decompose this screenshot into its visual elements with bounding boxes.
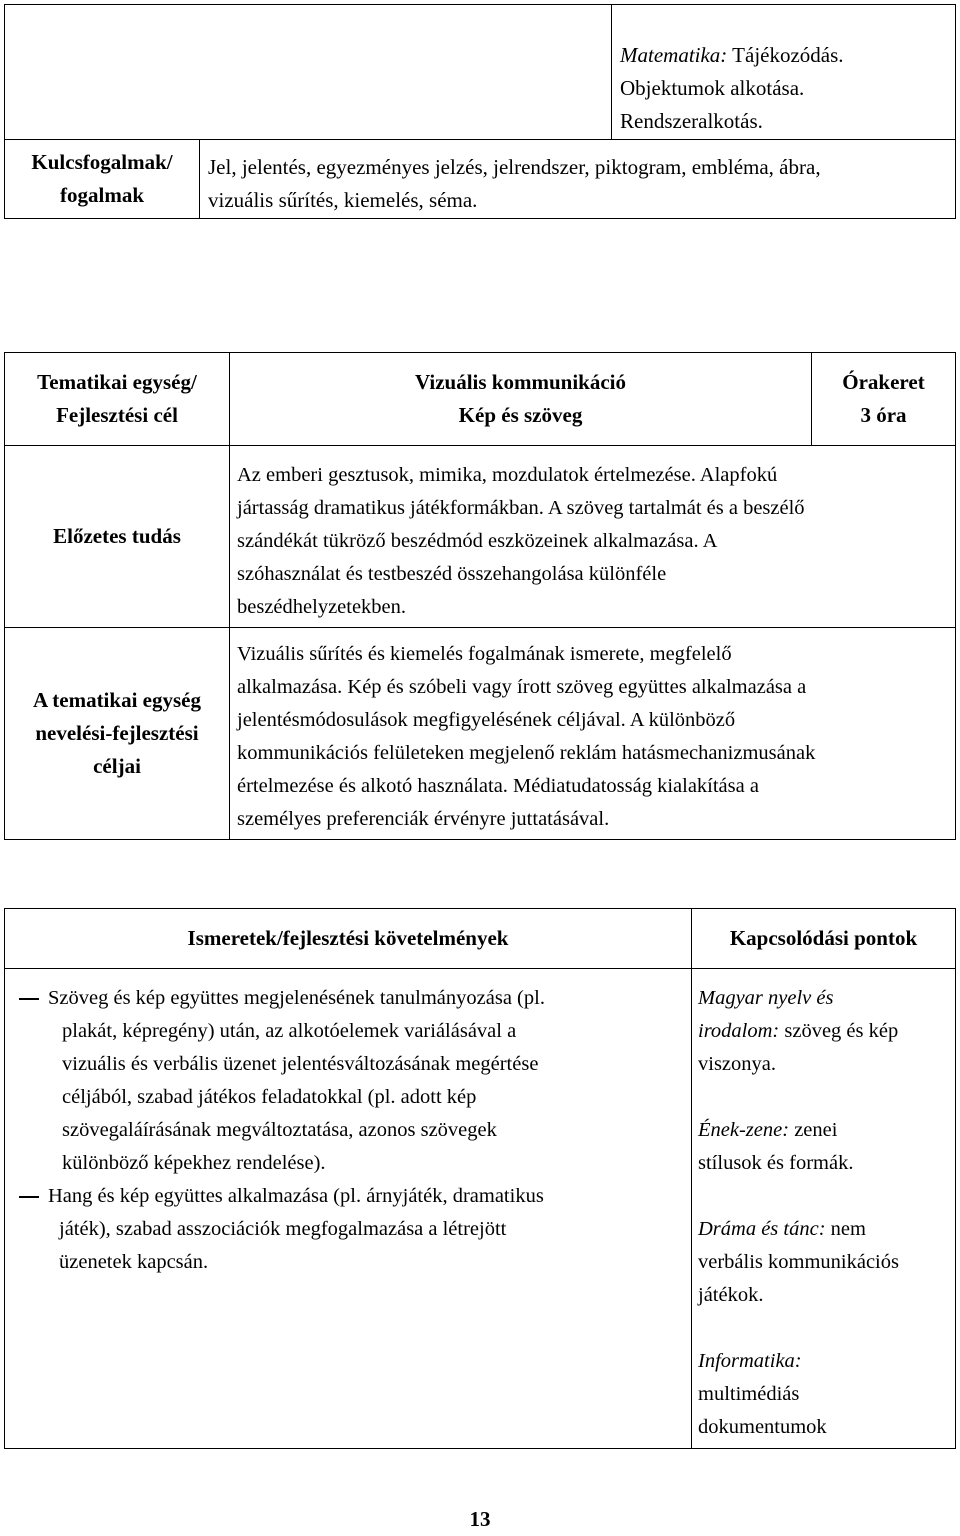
key-concepts-cell	[199, 139, 956, 219]
goals-label-line2: nevelési-fejlesztési	[35, 721, 199, 745]
connection-enek-subject: Ének-zene:	[698, 1119, 790, 1141]
connection-magyar-subject-line1: Magyar nyelv és	[698, 987, 834, 1009]
connection-magyar	[698, 982, 955, 1081]
connection-informatika	[698, 1345, 955, 1444]
unit-hours-cell	[811, 352, 956, 446]
unit-title-line1: Vizuális kommunikáció	[414, 370, 626, 394]
connection-drama-text-line2: verbális kommunikációs	[698, 1251, 899, 1273]
requirement-1-line-6: különböző képekhez rendelése).	[62, 1152, 326, 1174]
goals-label-line3: céljai	[93, 754, 141, 778]
key-concepts-line1: Jel, jelentés, egyezményes jelzés, jelrendszer, piktogram, embléma, ábra,	[208, 155, 821, 179]
key-concepts-label-cell	[4, 139, 200, 219]
requirement-2-line-1: Hang és kép együttes alkalmazása (pl. árnyjáték, dramatikus	[48, 1185, 544, 1207]
page-number: 13	[469, 1507, 491, 1531]
connections-text: Tájékozódás.	[727, 43, 844, 67]
key-concepts-line2: vizuális sűrítés, kiemelés, séma.	[208, 188, 478, 212]
goals-line-5: értelmezése és alkotó használata. Médiatudatosság kialakítása a	[237, 775, 759, 797]
goals-line-3: jelentésmódosulások megfigyelésének céljával. A különböző	[237, 709, 736, 731]
connection-drama-subject: Dráma és tánc:	[698, 1218, 826, 1240]
unit-hours-label: Órakeret	[842, 370, 925, 394]
requirement-1-line-4: céljából, szabad játékos feladatokkal (pl. adott kép	[62, 1086, 477, 1108]
requirement-1-line-1: Szöveg és kép együttes megjelenésének tanulmányozása (pl.	[48, 987, 545, 1009]
unit-title-line2: Kép és szöveg	[458, 403, 583, 427]
requirement-1-line-3: vizuális és verbális üzenet jelentésváltozásának megértése	[62, 1053, 539, 1075]
connection-informatika-text-line3: dokumentumok	[698, 1416, 827, 1438]
connection-informatika-text-line2: multimédiás	[698, 1383, 800, 1405]
key-concepts-label-line1: Kulcsfogalmak/	[31, 150, 173, 174]
prior-line-2: jártasság dramatikus játékformákban. A szöveg tartalmát és a beszélő	[237, 497, 805, 519]
prior-line-5: beszédhelyzetekben.	[237, 596, 407, 618]
prior-knowledge-label-cell	[4, 445, 230, 628]
connections-header-cell	[691, 908, 956, 969]
unit-title-cell	[229, 352, 812, 446]
prior-knowledge-label: Előzetes tudás	[53, 524, 181, 548]
connection-informatika-subject: Informatika:	[698, 1350, 802, 1372]
connection-enek-text-line2: stílusok és formák.	[698, 1152, 854, 1174]
connection-drama	[698, 1213, 955, 1312]
connections-line-2: Objektumok alkotása.	[620, 76, 805, 100]
goals-line-2: alkalmazása. Kép és szóbeli vagy írott szöveg együttes alkalmazása a	[237, 676, 807, 698]
connections-body-cell	[691, 968, 956, 1449]
dash-bullet-icon	[19, 998, 39, 1000]
dash-bullet-icon	[19, 1196, 39, 1198]
prior-line-1: Az emberi gesztusok, mimika, mozdulatok értelmezése. Alapfokú	[237, 464, 778, 486]
connection-enek-text-line1: zenei	[789, 1119, 838, 1141]
requirements-header: Ismeretek/fejlesztési követelmények	[187, 926, 509, 950]
unit-header-label-cell	[4, 352, 230, 446]
goals-line-6: személyes preferenciák érvényre juttatásával.	[237, 808, 610, 830]
requirements-header-cell	[4, 908, 692, 969]
goals-label-line1: A tematikai egység	[33, 688, 201, 712]
requirement-item	[5, 982, 691, 1180]
connection-magyar-text-line2: szöveg és kép	[779, 1020, 899, 1042]
goals-label-cell	[4, 627, 230, 840]
prior-line-3: szándékát tükröző beszédmód eszközeinek alkalmazása. A	[237, 530, 718, 552]
prior-line-4: szóhasználat és testbeszéd összehangolása különféle	[237, 563, 667, 585]
top-table-connections-cell	[611, 4, 956, 140]
requirement-item	[5, 1180, 691, 1279]
requirement-2-line-2: játék), szabad asszociációk megfogalmazása a létrejött	[59, 1218, 507, 1240]
goals-line-4: kommunikációs felületeken megjelenő reklám hatásmechanizmusának	[237, 742, 816, 764]
requirement-1-line-2: plakát, képregény) után, az alkotóelemek variálásával a	[62, 1020, 517, 1042]
prior-knowledge-cell	[229, 445, 956, 628]
requirement-1-line-5: szövegaláírásának megváltoztatása, azonos szövegek	[62, 1119, 497, 1141]
unit-header-label-line1: Tematikai egység/	[37, 370, 197, 394]
top-table-empty-cell	[4, 4, 612, 140]
key-concepts-label-line2: fogalmak	[60, 183, 144, 207]
connection-magyar-text-line3: viszonya.	[698, 1053, 776, 1075]
unit-header-label-line2: Fejlesztési cél	[56, 403, 178, 427]
requirement-2-line-3: üzenetek kapcsán.	[59, 1251, 209, 1273]
requirements-body-cell	[4, 968, 692, 1449]
connections-subject: Matematika:	[620, 43, 728, 67]
connection-drama-text-line1: nem	[825, 1218, 866, 1240]
connections-line-3: Rendszeralkotás.	[620, 109, 763, 133]
goals-line-1: Vizuális sűrítés és kiemelés fogalmának ismerete, megfelelő	[237, 643, 732, 665]
unit-hours-value: 3 óra	[860, 403, 907, 427]
connection-magyar-subject-line2: irodalom:	[698, 1020, 780, 1042]
connections-header: Kapcsolódási pontok	[729, 926, 918, 950]
goals-cell	[229, 627, 956, 840]
connection-enek	[698, 1114, 955, 1180]
connection-drama-text-line3: játékok.	[698, 1284, 764, 1306]
